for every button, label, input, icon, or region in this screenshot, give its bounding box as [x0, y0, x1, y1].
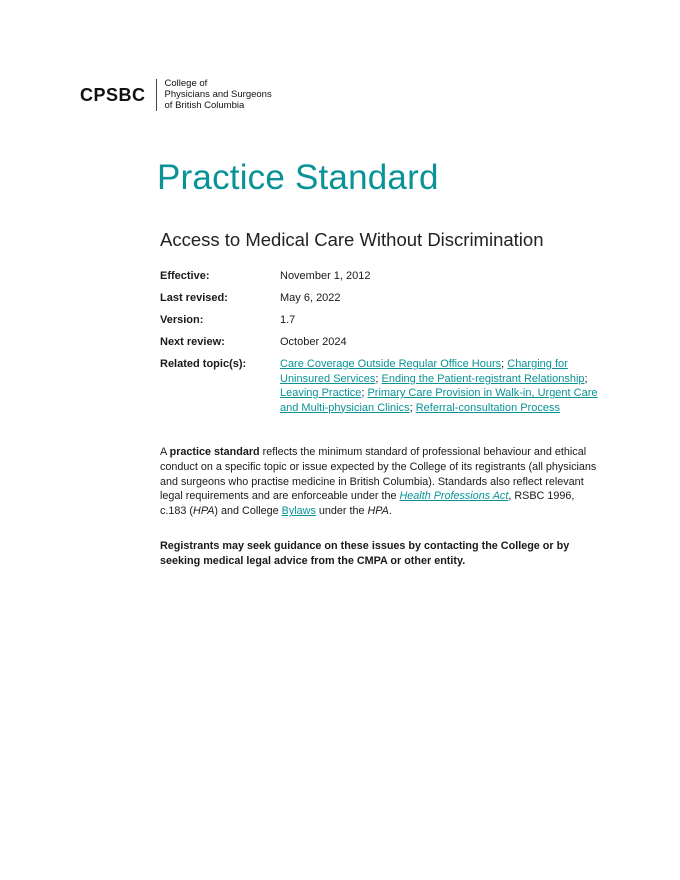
text-run: under the — [315, 505, 368, 518]
related-topic-link[interactable]: Care Coverage Outside Regular Office Hours — [280, 358, 502, 370]
cpsbc-logo — [80, 78, 272, 112]
logo-name-line: Physicians and Surgeons — [164, 89, 272, 100]
meta-label: Last revised: — [160, 292, 228, 304]
meta-value: 1.7 — [280, 314, 296, 326]
topic-separator: ; — [584, 372, 588, 385]
practice-standard-definition — [160, 445, 600, 519]
topic-separator: ; — [409, 401, 416, 414]
document-title: Practice Standard — [157, 158, 439, 197]
meta-row-version — [160, 313, 600, 328]
related-topic-link[interactable]: Primary Care Provision in Walk-in, Urgent Care and Multi-physician Clinics — [280, 387, 598, 414]
text-run: reflects the minimum standard of professional behaviour and ethical conduct on a specific topic or issue expected by the College of its registrants (all physicians and surgeons who practise medicine in British Columbia). Standards also reflect relevant legal requirements and are enforceable under the — [160, 446, 597, 503]
bylaws-link[interactable]: Bylaws — [281, 505, 316, 518]
text-run: , RSBC 1996, c.183 ( — [160, 490, 575, 518]
topic-separator: ; — [375, 372, 382, 385]
guidance-note: Registrants may seek guidance on these issues by contacting the College or by seeking medical legal advice from the CMPA or other entity. — [160, 540, 570, 567]
hpa-link[interactable]: Health Professions Act — [399, 490, 509, 503]
document-subtitle: Access to Medical Care Without Discrimination — [160, 229, 544, 250]
meta-row-next-review — [160, 335, 600, 350]
meta-row-related-topics — [160, 357, 600, 415]
meta-row-revised — [160, 291, 600, 306]
text-run: . — [388, 505, 392, 518]
related-topic-link[interactable]: Referral-consultation Process — [415, 401, 561, 414]
text-run: A — [160, 446, 170, 458]
related-topic-link[interactable]: Leaving Practice — [280, 387, 362, 399]
meta-label: Next review: — [160, 336, 225, 348]
text-run: ) and College — [214, 505, 282, 518]
topic-separator: ; — [361, 387, 368, 399]
logo-mark: CPSBC — [80, 85, 146, 105]
hpa-abbr: HPA — [193, 505, 215, 518]
related-topic-link[interactable]: Ending the Patient-registrant Relationship — [381, 372, 585, 385]
hpa-abbr: HPA — [367, 505, 389, 518]
logo-name-line: of British Columbia — [164, 100, 245, 111]
topic-separator: ; — [501, 358, 508, 370]
logo-name — [165, 78, 272, 111]
related-topic-link[interactable]: Charging for Uninsured Services — [280, 358, 568, 385]
related-topics-list — [280, 357, 600, 415]
meta-row-effective — [160, 269, 600, 284]
logo-divider — [156, 79, 157, 111]
meta-label: Version: — [160, 314, 204, 326]
metadata-table — [160, 269, 600, 422]
meta-value: October 2024 — [280, 336, 347, 348]
logo-name-line: College of — [164, 78, 208, 89]
meta-value: November 1, 2012 — [280, 270, 371, 282]
meta-label: Related topic(s): — [160, 358, 247, 370]
meta-label: Effective: — [160, 270, 210, 282]
bold-term: practice standard — [169, 446, 260, 458]
meta-value: May 6, 2022 — [280, 292, 341, 304]
